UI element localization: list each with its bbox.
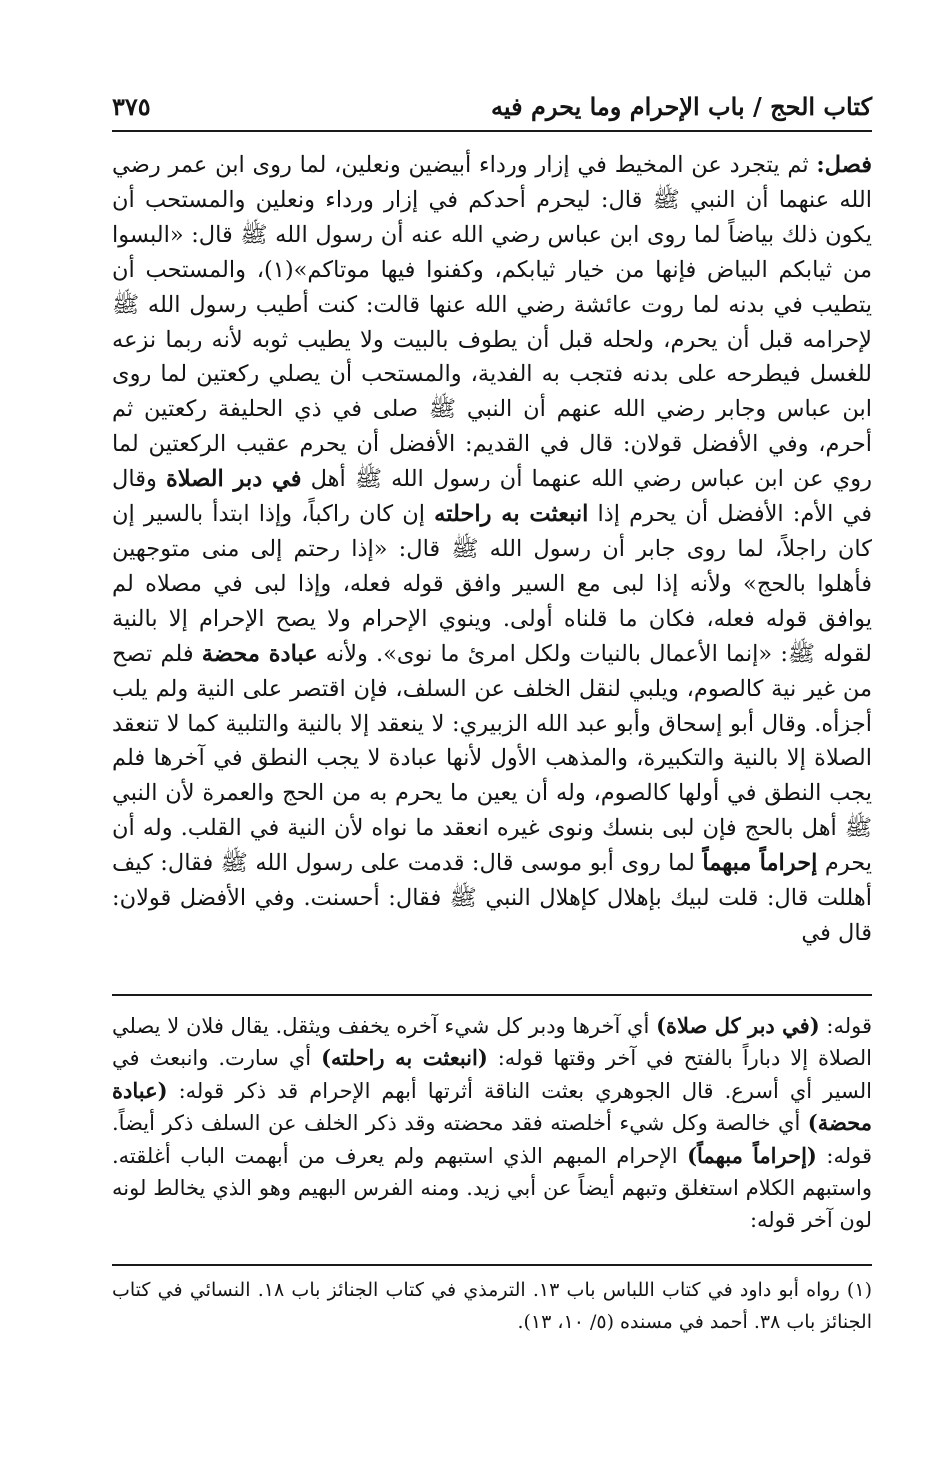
commentary-segment-4: أي خالصة وكل شيء أخلصته فقد محضته وقد ذكر الخلف عن السلف ذكر أيضاً. قوله:: [112, 1111, 872, 1168]
main-bold-phrase-4: إحراماً مبهماً: [702, 850, 818, 877]
main-text-segment-3: إن كان راكباً، وإذا ابتدأ بالسير إن كان راجلاً، لما روى جابر أن رسول الله ﷺ قال: «إذا رحتم إلى منى متوجهين فأهلوا بالحج» ولأنه إذا لبى مع السير وافق قوله فعله، وإذا لبى في مصلاه لم يوافق قوله فعله، فكان ما قلناه أولى. وينوي الإحرام ولا يصح الإحرام إلا بالنية لقوله ﷺ: «إنما الأعمال بالنيات ولكل امرئ ما نوى». ولأنه: [112, 501, 872, 667]
commentary-term-3: (عبادة محضة): [112, 1077, 872, 1136]
commentary-term-2: (انبعثت به راحلته): [321, 1045, 488, 1071]
commentary-segment-3: أي سارت. وانبعث في السير أي أسرع. قال الجوهري بعثت الناقة أثرتها أبهم الإحرام قد ذكر قوله:: [112, 1046, 872, 1103]
footnote-divider: [112, 1264, 872, 1266]
main-text-segment-4: فلم تصح من غير نية كالصوم، ويلبي لنقل الخلف عن السلف، فإن اقتصر على النية ولم يلب أجزأه. وقال أبو إسحاق وأبو عبد الله الزبيري: لا ينعقد إلا بالنية والتلبية كما لا تنعقد الصلاة إلا بالنية والتكبيرة، والمذهب الأول لأنها عبادة لا يجب النطق في آخرها فلم يجب النطق في أولها كالصوم، وله أن يعين ما يحرم به من الحج والعمرة لأن النبي ﷺ أهل بالحج فإن لبى بنسك ونوى غيره انعقد ما نواه لأن النية في القلب. وله أن يحرم: [112, 640, 872, 877]
page-number: ٣٧٥: [112, 91, 151, 121]
main-text-segment-1: ثم يتجرد عن المخيط في إزار ورداء أبيضين ونعلين، لما روى ابن عمر رضي الله عنهما أن النبي ﷺ قال: ليحرم أحدكم في إزار ورداء ونعلين والمستحب أن يكون ذلك بياضاً لما روى ابن عباس رضي الله عنه أن رسول الله ﷺ قال: «البسوا من ثيابكم البياض فإنها من خيار ثيابكم، وكفنوا فيها موتاكم»(١)، والمستحب أن يتطيب في بدنه لما روت عائشة رضي الله عنها قالت: كنت أطيب رسول الله ﷺ لإحرامه قبل أن يحرم، ولحله قبل أن يطوف بالبيت ولا يطيب ثوبه لأنه ربما نزعه للغسل فيطرحه على بدنه فتجب به الفدية، والمستحب أن يصلي ركعتين لما روى ابن عباس وجابر رضي الله عنهم أن النبي ﷺ صلى في ذي الحليفة ركعتين ثم أحرم، وفي الأفضل قولان: قال في القديم: الأفضل أن يحرم عقيب الركعتين لما روي عن ابن عباس رضي الله عنهما أن رسول الله ﷺ أهل: [112, 152, 872, 493]
main-bold-phrase-2: انبعثت به راحلته: [434, 501, 589, 528]
running-title: كتاب الحج / باب الإحرام وما يحرم فيه: [491, 91, 872, 121]
main-text-block: [112, 148, 872, 978]
footnote: (١) رواه أبو داود في كتاب اللباس باب ١٣. الترمذي في كتاب الجنائز باب ١٨. النسائي في كتاب الجنائز باب ٣٨. أحمد في مسنده (٥/ ١٠، ١٣).: [112, 1279, 872, 1333]
commentary-divider: [112, 994, 872, 996]
page-header: [112, 88, 872, 132]
section-lead-word: فصل:: [816, 152, 872, 178]
main-text-segment-5: لما روى أبو موسى قال: قدمت على رسول الله ﷺ فقال: كيف أهللت قال: قلت لبيك بإهلال كإهلال النبي ﷺ فقال: أحسنت. وفي الأفضل قولان: قال في: [112, 850, 872, 946]
main-bold-phrase-1: في دبر الصلاة: [165, 466, 302, 493]
main-bold-phrase-3: عبادة محضة: [201, 640, 318, 667]
commentary-block: [112, 1010, 872, 1255]
commentary-segment-5: الإحرام المبهم الذي استبهم ولم يعرف من أبهمت الباب أغلقته. واستبهم الكلام استغلق وتبهم أيضاً عن أبي زيد. ومنه الفرس البهيم وهو الذي يخالط لونه لون آخر قوله:: [112, 1143, 872, 1233]
commentary-segment-1: قوله:: [819, 1014, 872, 1038]
commentary-term-4: (إحراماً مبهماً): [687, 1142, 817, 1168]
commentary-segment-2: أي آخرها ودبر كل شيء آخره يخفف ويثقل. يقال فلان لا يصلي الصلاة إلا دباراً بالفتح في آخر وقتها قوله:: [112, 1014, 872, 1071]
commentary-term-1: (في دبر كل صلاة): [656, 1013, 820, 1038]
main-text-segment-2: وقال في الأم: الأفضل أن يحرم إذا: [112, 466, 872, 528]
